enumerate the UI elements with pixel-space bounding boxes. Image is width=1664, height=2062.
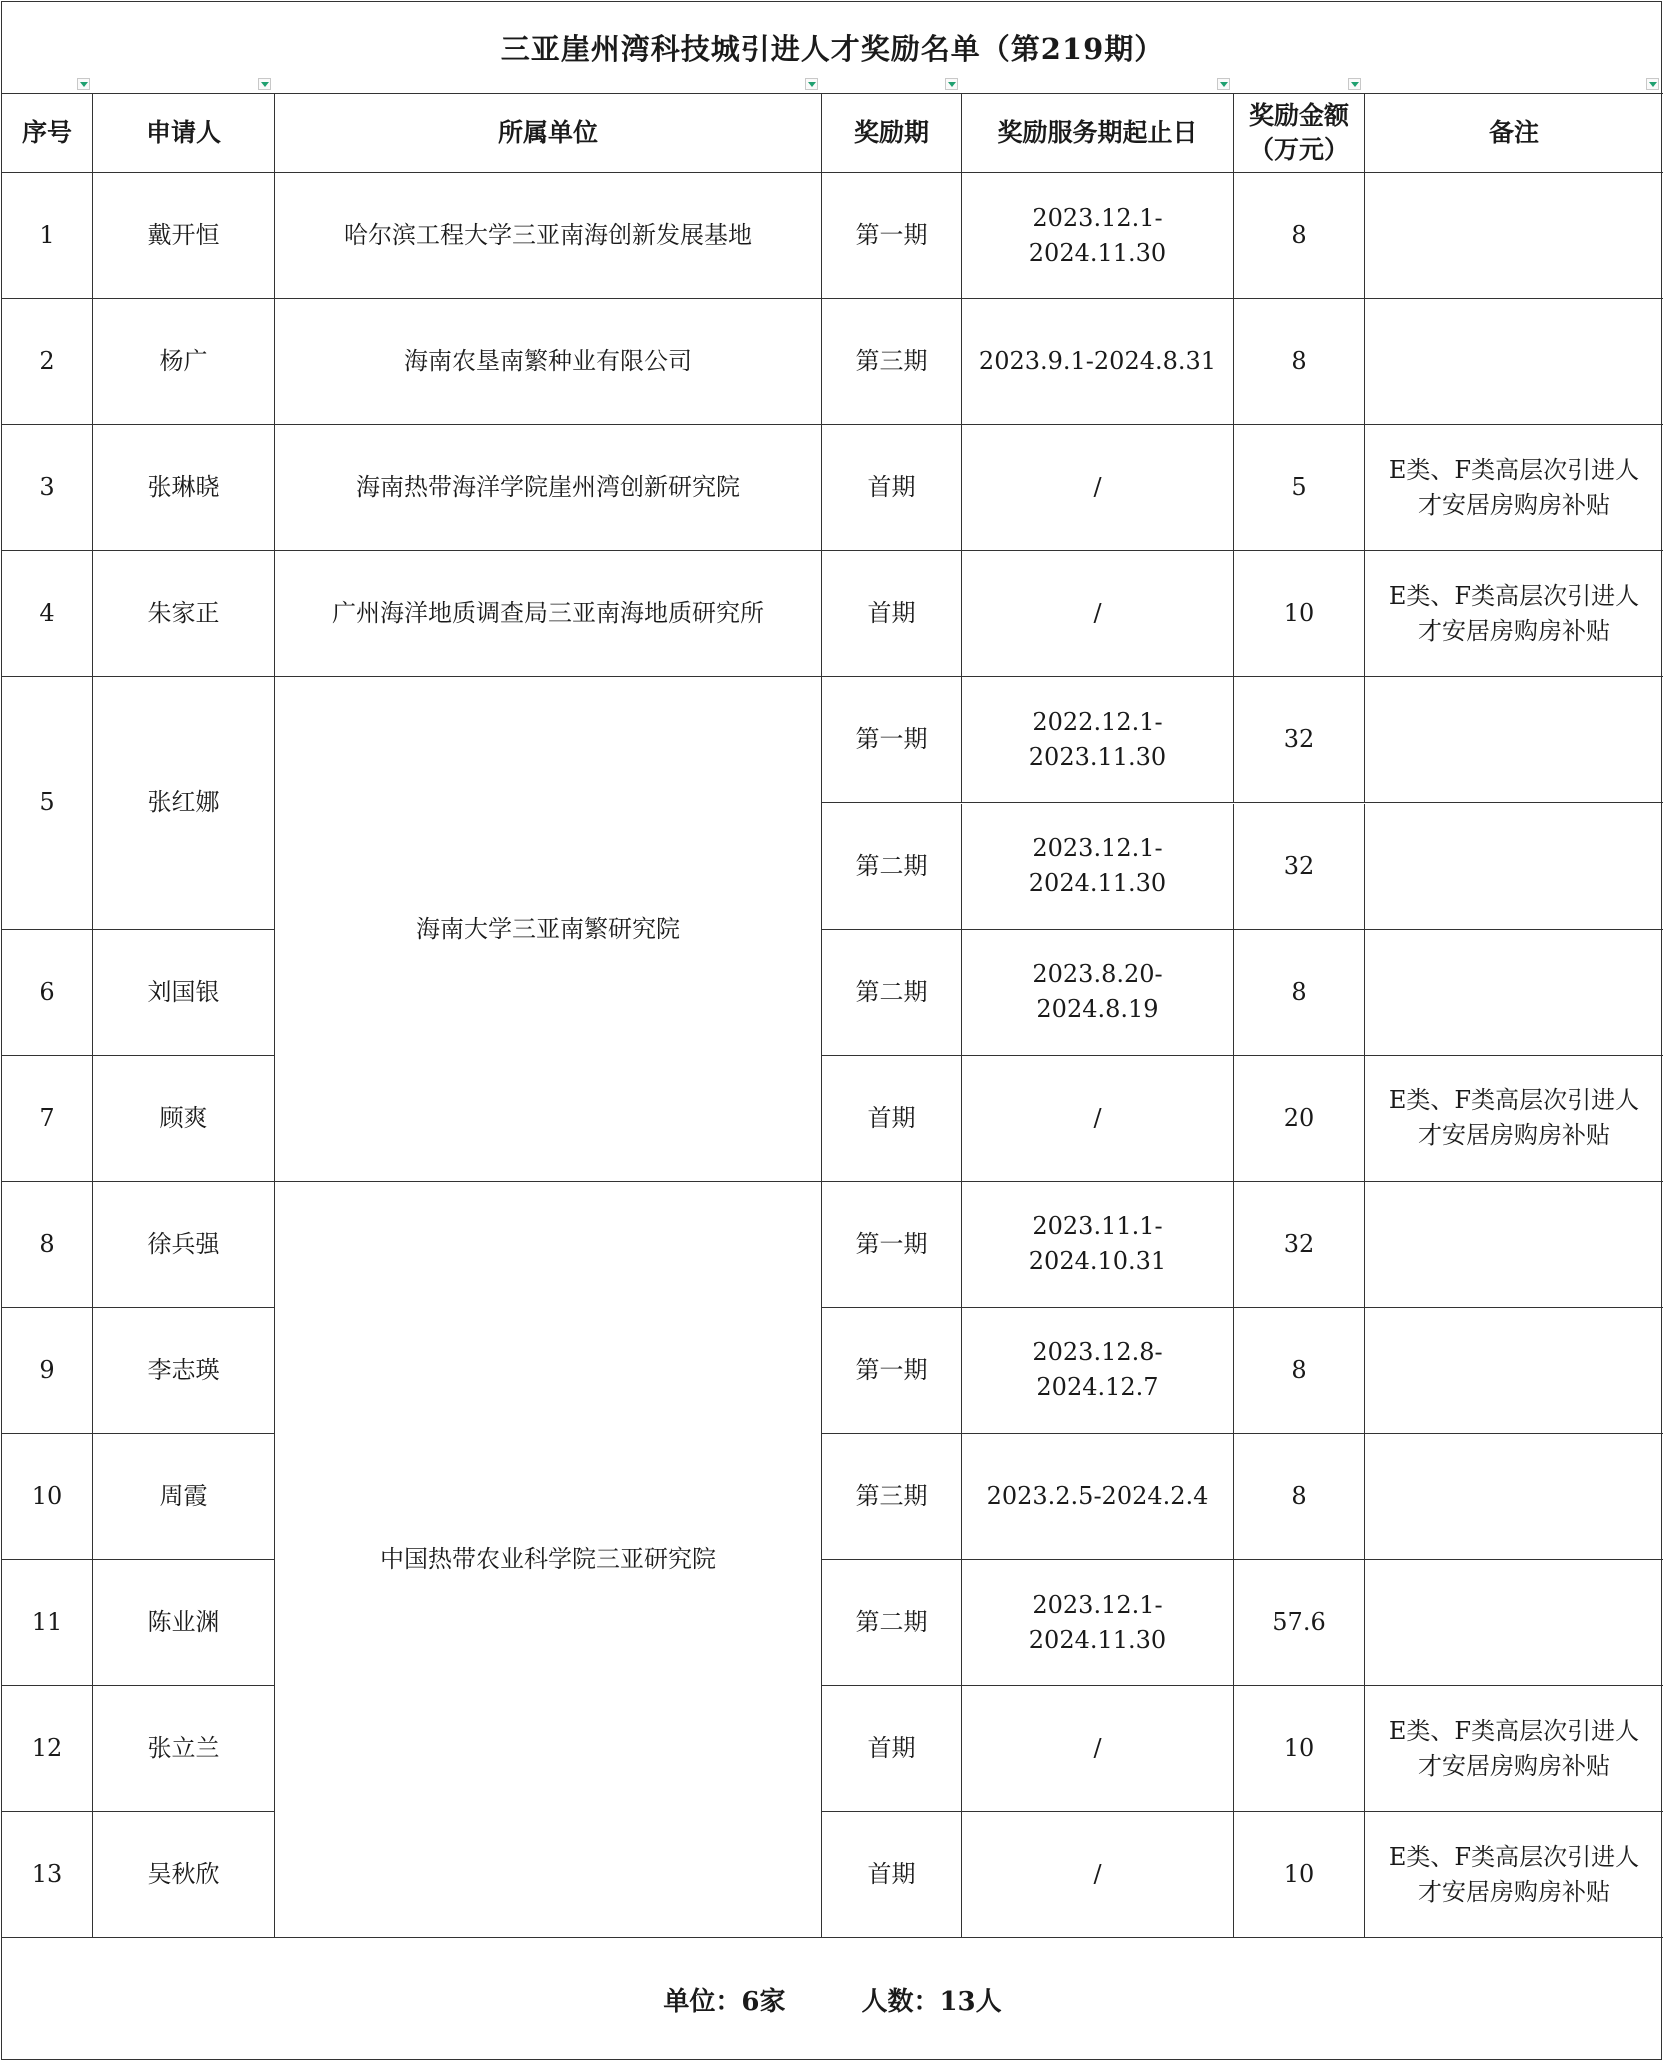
service-dates-cell: 2023.9.1-2024.8.31 <box>962 299 1234 425</box>
period-cell: 首期 <box>822 1812 962 1938</box>
note-cell: E类、F类高层次引进人 才安居房购房补贴 <box>1365 551 1663 677</box>
award-list-sheet <box>1 1 1662 2060</box>
header-unit: 所属单位 <box>275 94 822 173</box>
people-count: 人数：13人 <box>861 1986 1002 2017</box>
filter-dropdown-icon[interactable] <box>1646 78 1659 90</box>
applicant-cell: 周霞 <box>93 1434 275 1560</box>
service-dates-cell: 2023.2.5-2024.2.4 <box>962 1434 1234 1560</box>
seq-cell: 3 <box>2 425 93 551</box>
note-cell: E类、F类高层次引进人 才安居房购房补贴 <box>1365 1056 1663 1182</box>
unit-cell: 哈尔滨工程大学三亚南海创新发展基地 <box>275 173 822 299</box>
seq-cell: 11 <box>2 1560 93 1686</box>
seq-cell: 2 <box>2 299 93 425</box>
applicant-cell: 顾爽 <box>93 1056 275 1182</box>
note-cell <box>1365 1434 1663 1560</box>
amount-cell: 5 <box>1234 425 1365 551</box>
period-cell: 第一期 <box>822 173 962 299</box>
applicant-cell: 陈业渊 <box>93 1560 275 1686</box>
unit-cell: 中国热带农业科学院三亚研究院 <box>275 1182 822 1939</box>
period-cell: 第二期 <box>822 1560 962 1686</box>
service-dates-cell: 2023.8.20- 2024.8.19 <box>962 930 1234 1056</box>
unit-cell: 广州海洋地质调查局三亚南海地质研究所 <box>275 551 822 677</box>
note-cell <box>1365 930 1663 1056</box>
seq-cell: 10 <box>2 1434 93 1560</box>
unit-count: 单位：6家 <box>663 1986 786 2017</box>
applicant-cell: 朱家正 <box>93 551 275 677</box>
service-dates-cell: / <box>962 1812 1234 1938</box>
period-cell: 首期 <box>822 551 962 677</box>
header-note: 备注 <box>1365 94 1663 173</box>
service-dates-cell: / <box>962 551 1234 677</box>
seq-cell: 5 <box>2 677 93 929</box>
note-cell <box>1365 173 1663 299</box>
note-cell: E类、F类高层次引进人 才安居房购房补贴 <box>1365 1686 1663 1812</box>
amount-cell: 8 <box>1234 1434 1365 1560</box>
amount-cell: 57.6 <box>1234 1560 1365 1686</box>
note-cell <box>1365 1308 1663 1434</box>
header-service-dates: 奖励服务期起止日 <box>962 94 1234 173</box>
amount-cell: 8 <box>1234 173 1365 299</box>
filter-dropdown-icon[interactable] <box>258 78 271 90</box>
seq-cell: 8 <box>2 1182 93 1308</box>
period-cell: 首期 <box>822 1056 962 1182</box>
amount-cell: 8 <box>1234 1308 1365 1434</box>
applicant-cell: 张琳晓 <box>93 425 275 551</box>
filter-dropdown-icon[interactable] <box>805 78 818 90</box>
note-cell <box>1365 299 1663 425</box>
note-cell: E类、F类高层次引进人 才安居房购房补贴 <box>1365 1812 1663 1938</box>
filter-dropdown-icon[interactable] <box>1348 78 1361 90</box>
header-applicant: 申请人 <box>93 94 275 173</box>
applicant-cell: 吴秋欣 <box>93 1812 275 1938</box>
period-cell: 首期 <box>822 425 962 551</box>
period-cell: 第二期 <box>822 804 962 930</box>
filter-dropdown-icon[interactable] <box>77 78 90 90</box>
service-dates-cell: / <box>962 425 1234 551</box>
service-dates-cell: 2023.12.1- 2024.11.30 <box>962 804 1234 930</box>
period-cell: 第一期 <box>822 677 962 803</box>
period-cell: 第一期 <box>822 1182 962 1308</box>
header-amount: 奖励金额 （万元） <box>1234 94 1365 173</box>
amount-cell: 8 <box>1234 930 1365 1056</box>
service-dates-cell: 2023.12.1- 2024.11.30 <box>962 1560 1234 1686</box>
summary-footer <box>2 1938 1663 2060</box>
period-cell: 第一期 <box>822 1308 962 1434</box>
applicant-cell: 徐兵强 <box>93 1182 275 1308</box>
applicant-cell: 张红娜 <box>93 677 275 929</box>
amount-cell: 32 <box>1234 677 1365 803</box>
period-cell: 第三期 <box>822 1434 962 1560</box>
seq-cell: 6 <box>2 930 93 1056</box>
amount-cell: 32 <box>1234 1182 1365 1308</box>
amount-cell: 10 <box>1234 1686 1365 1812</box>
applicant-cell: 张立兰 <box>93 1686 275 1812</box>
filter-dropdown-icon[interactable] <box>1217 78 1230 90</box>
service-dates-cell: / <box>962 1686 1234 1812</box>
service-dates-cell: 2022.12.1- 2023.11.30 <box>962 677 1234 803</box>
note-cell <box>1365 1182 1663 1308</box>
seq-cell: 4 <box>2 551 93 677</box>
seq-cell: 12 <box>2 1686 93 1812</box>
service-dates-cell: 2023.12.8- 2024.12.7 <box>962 1308 1234 1434</box>
amount-cell: 20 <box>1234 1056 1365 1182</box>
note-cell: E类、F类高层次引进人 才安居房购房补贴 <box>1365 425 1663 551</box>
note-cell <box>1365 1560 1663 1686</box>
applicant-cell: 杨广 <box>93 299 275 425</box>
document-title: 三亚崖州湾科技城引进人才奖励名单（第219期） <box>2 2 1663 94</box>
amount-cell: 8 <box>1234 299 1365 425</box>
unit-cell: 海南农垦南繁种业有限公司 <box>275 299 822 425</box>
seq-cell: 1 <box>2 173 93 299</box>
header-period: 奖励期 <box>822 94 962 173</box>
filter-dropdown-icon[interactable] <box>945 78 958 90</box>
period-cell: 第三期 <box>822 299 962 425</box>
service-dates-cell: / <box>962 1056 1234 1182</box>
period-cell: 首期 <box>822 1686 962 1812</box>
unit-cell: 海南大学三亚南繁研究院 <box>275 677 822 1181</box>
service-dates-cell: 2023.11.1- 2024.10.31 <box>962 1182 1234 1308</box>
amount-cell: 10 <box>1234 551 1365 677</box>
unit-cell: 海南热带海洋学院崖州湾创新研究院 <box>275 425 822 551</box>
amount-cell: 32 <box>1234 804 1365 930</box>
applicant-cell: 戴开恒 <box>93 173 275 299</box>
seq-cell: 7 <box>2 1056 93 1182</box>
seq-cell: 13 <box>2 1812 93 1938</box>
note-cell <box>1365 804 1663 930</box>
applicant-cell: 李志瑛 <box>93 1308 275 1434</box>
amount-cell: 10 <box>1234 1812 1365 1938</box>
period-cell: 第二期 <box>822 930 962 1056</box>
seq-cell: 9 <box>2 1308 93 1434</box>
header-seq: 序号 <box>2 94 93 173</box>
applicant-cell: 刘国银 <box>93 930 275 1056</box>
service-dates-cell: 2023.12.1- 2024.11.30 <box>962 173 1234 299</box>
note-cell <box>1365 677 1663 803</box>
